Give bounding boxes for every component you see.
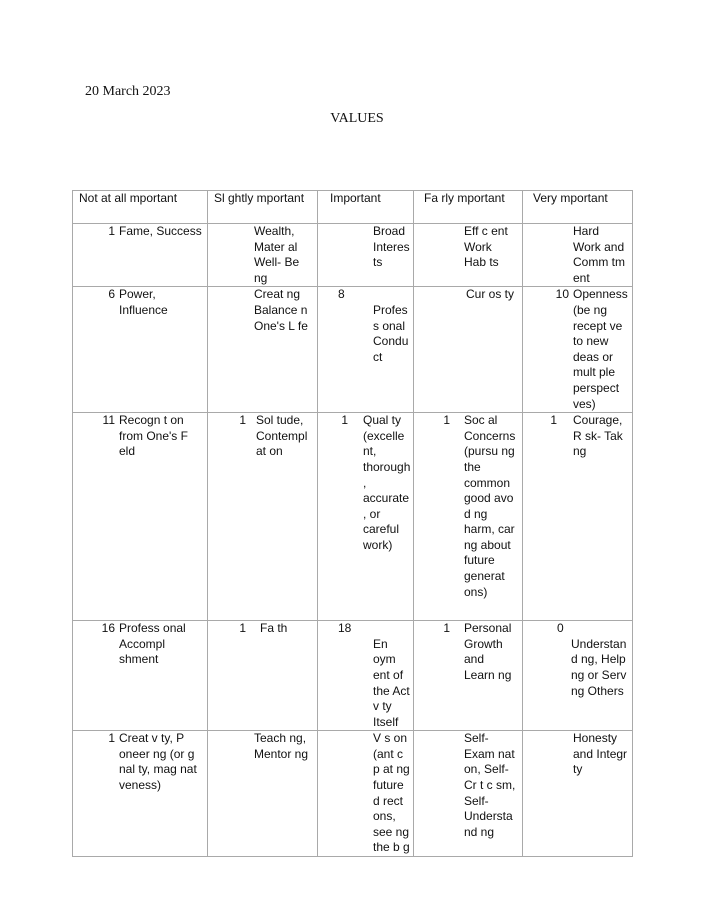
value-number: 1 (108, 224, 115, 238)
value-label: Self- Exam nat on, Self- Cr t c sm, Self- Understa nd ng (464, 731, 516, 839)
value-label: Creat ng Balance n One's L fe (254, 287, 308, 333)
value-cell (208, 224, 318, 287)
value-number: 0 (557, 621, 564, 636)
value-label: Broad Interests (373, 224, 410, 270)
values-table (72, 190, 633, 857)
value-label: Openness (be ng recept ve to new deas or mult ple perspect ves) (573, 287, 628, 411)
table-row (73, 287, 633, 413)
value-cell (523, 287, 633, 413)
value-label: Teach ng, Mentor ng (254, 731, 309, 761)
header-cell: Sl ghtly mportant (208, 191, 318, 224)
value-label: Power, Influence (119, 287, 168, 317)
value-label: En oym ent of the Act v ty Itself (373, 636, 410, 729)
value-number: 1 (341, 413, 348, 428)
value-number: 1 (443, 413, 450, 428)
value-number: 8 (338, 287, 345, 302)
value-cell (208, 621, 318, 731)
value-number: 1 (550, 413, 557, 428)
value-cell (73, 413, 208, 621)
header-cell: Important (318, 191, 414, 224)
value-number: 6 (108, 287, 115, 302)
value-cell (208, 731, 318, 857)
value-label: Creat v ty, P oneer ng (or g nal ty, mag nat veness) (119, 731, 197, 793)
value-number: 18 (338, 621, 352, 636)
value-cell (414, 287, 523, 413)
value-cell (523, 413, 633, 621)
value-cell (73, 731, 208, 857)
value-label: Profess onal Accompl shment (119, 621, 186, 667)
header-cell: Not at all mportant (73, 191, 208, 224)
value-cell (523, 621, 633, 731)
table-row (73, 621, 633, 731)
document-date: 20 March 2023 (85, 84, 171, 99)
value-cell (318, 287, 414, 413)
table-row (73, 413, 633, 621)
value-number: 16 (101, 621, 115, 636)
value-number: 10 (555, 287, 569, 302)
value-cell (73, 621, 208, 731)
table-row (73, 731, 633, 857)
value-label: Cur os ty (466, 287, 515, 302)
value-label: V s on (ant c p at ng future d rect ons, see ng the b g (373, 731, 410, 855)
value-cell (318, 224, 414, 287)
value-cell (318, 731, 414, 857)
value-label: Profess onal Conduct (373, 302, 409, 364)
value-cell (523, 731, 633, 857)
value-cell (73, 224, 208, 287)
value-cell (318, 621, 414, 731)
value-cell (208, 287, 318, 413)
header-cell: Very mportant (523, 191, 633, 224)
table-row (73, 224, 633, 287)
value-label: Fa th (260, 621, 288, 636)
value-cell (414, 731, 523, 857)
value-label: Wealth, Mater al Well- Be ng (254, 224, 300, 285)
value-cell (414, 224, 523, 287)
value-label: Personal Growth and Learn ng (464, 621, 512, 682)
value-number: 1 (108, 731, 115, 746)
value-cell (208, 413, 318, 621)
value-cell (414, 621, 523, 731)
header-cell: Fa rly mportant (414, 191, 523, 224)
value-cell (73, 287, 208, 413)
header-row (73, 191, 633, 224)
value-label: Understan d ng, Help ng or Serv ng Others (571, 636, 627, 698)
value-cell (414, 413, 523, 621)
document-title: VALUES (330, 111, 384, 126)
value-number: 11 (102, 413, 115, 428)
value-number: 1 (239, 621, 246, 636)
value-label: Hard Work and Comm tm ent (573, 224, 625, 285)
value-label: Courage, R sk- Tak ng (573, 413, 623, 459)
value-label: Soc al Concerns (pursu ng the common good avo d ng harm, car ng about future generat ons) (464, 413, 516, 599)
value-label: Sol tude, Contempl at on (256, 413, 308, 459)
value-number: 1 (239, 413, 246, 428)
value-cell (318, 413, 414, 621)
value-label: Honesty and Integr ty (573, 731, 628, 777)
value-label: Qual ty (excellent, thorough, accurate, or careful work) (363, 413, 411, 552)
value-label: Recogn t on from One's F eld (119, 413, 188, 459)
value-number: 1 (443, 621, 450, 636)
value-label: Fame, Success (119, 224, 202, 238)
value-label: Eff c ent Work Hab ts (464, 224, 508, 270)
value-cell (523, 224, 633, 287)
